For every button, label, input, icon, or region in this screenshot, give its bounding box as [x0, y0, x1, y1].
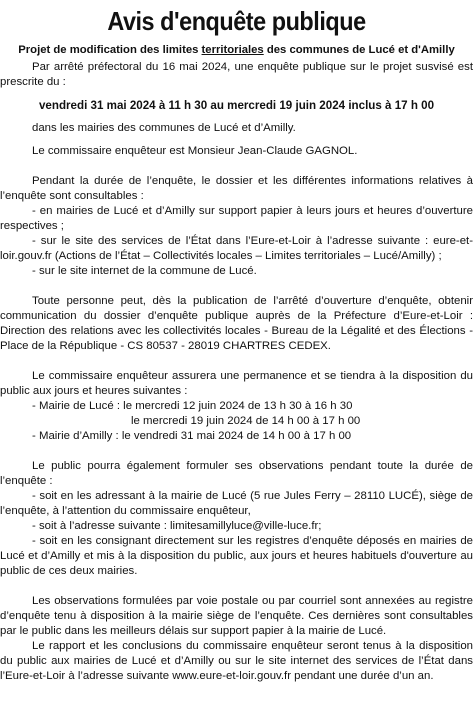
paragraph-communication: Toute personne peut, dès la publication de l’arrêté d’ouverture d’enquête, obtenir communication du dossier d’enquête publique auprès de la Préfecture d’Eure-et-Loir : Direction des relations avec les collectivités locales - Bureau de la Légalité et des Élections - Place de la République - CS 80537 - 28019 CHARTRES CEDEX. [0, 295, 473, 352]
paragraph-consultation: Pendant la durée de l’enquête, le dossier et les différentes informations relatives à l’enquête sont consultables : [0, 175, 473, 202]
paragraph-report: Le rapport et les conclusions du commissaire enquêteur seront tenus à la disposition du public aux mairies de Lucé et d’Amilly ou sur le site internet des services de l’État dans l’Eure-et-Loir à l’adresse suivante www.eure-et-loir.gouv.fr pendant une durée d’un an. [0, 640, 473, 682]
consultation-item-state-site: - sur le site des services de l’État dans l’Eure-et-Loir à l’adresse suivante : eure-et-loir.gouv.fr (Actions de l’État – Collectivités locales – Limites territoriales – Lucé/Amilly) ; [0, 235, 473, 262]
consultation-item-paper: - en mairies de Lucé et d’Amilly sur support papier à leurs jours et heures d’ouverture respectives ; [0, 205, 473, 232]
notice-subtitle [2, 43, 471, 57]
paragraph-permanence: Le commissaire enquêteur assurera une permanence et se tiendra à la disposition du public aux jours et heures suivantes : [0, 370, 473, 397]
subtitle-underlined: territoriales [201, 44, 264, 56]
consultation-item-commune-site: - sur le site internet de la commune de Lucé. [32, 265, 257, 277]
observations-item-email: - soit à l’adresse suivante : limitesamillyluce@ville-luce.fr; [32, 520, 322, 532]
paragraph-decree: Par arrêté préfectoral du 16 mai 2024, une enquête publique sur le projet susvisé est prescrite du : [0, 61, 473, 88]
subtitle-part-2: des communes de Lucé et d'Amilly [263, 44, 455, 56]
paragraph-commissioner: Le commissaire enquêteur est Monsieur Jean-Claude GAGNOL. [32, 145, 358, 157]
observations-item-mail: - soit en les adressant à la mairie de Lucé (5 rue Jules Ferry – 28110 LUCÉ), siège de l’enquête, à l’attention du commissaire enquêteur, [0, 490, 473, 517]
paragraph-observations: Le public pourra également formuler ses observations pendant toute la durée de l’enquête : [0, 460, 473, 487]
notice-title: Avis d'enquête publique [107, 6, 366, 36]
observations-item-registers: - soit en les consignant directement sur les registres d’enquête déposés en mairies de Lucé et d’Amilly et mis à la disposition du public, aux jours et heures habituels d'ouverture au public de ces deux mairies. [0, 535, 473, 577]
paragraph-mairies: dans les mairies des communes de Lucé et d’Amilly. [32, 122, 296, 134]
paragraph-annexed: Les observations formulées par voie postale ou par courriel sont annexées au registre d’enquête tenu à disposition à la mairie siège de l’enquête. Ces dernières sont consultables par le public dans les meilleurs délais sur support papier à la mairie de Lucé. [0, 595, 473, 637]
notice-body [0, 60, 473, 684]
permanence-amilly: - Mairie d’Amilly : le vendredi 31 mai 2024 de 14 h 00 à 17 h 00 [32, 430, 352, 442]
permanence-luce-1: - Mairie de Lucé : le mercredi 12 juin 2024 de 13 h 30 à 16 h 30 [32, 400, 353, 412]
inquiry-dates: vendredi 31 mai 2024 à 11 h 30 au mercredi 19 juin 2024 inclus à 17 h 00 [38, 99, 435, 112]
subtitle-part-1: Projet de modification des limites [18, 44, 202, 56]
permanence-luce-2: le mercredi 19 juin 2024 de 14 h 00 à 17 h 00 [131, 415, 361, 427]
